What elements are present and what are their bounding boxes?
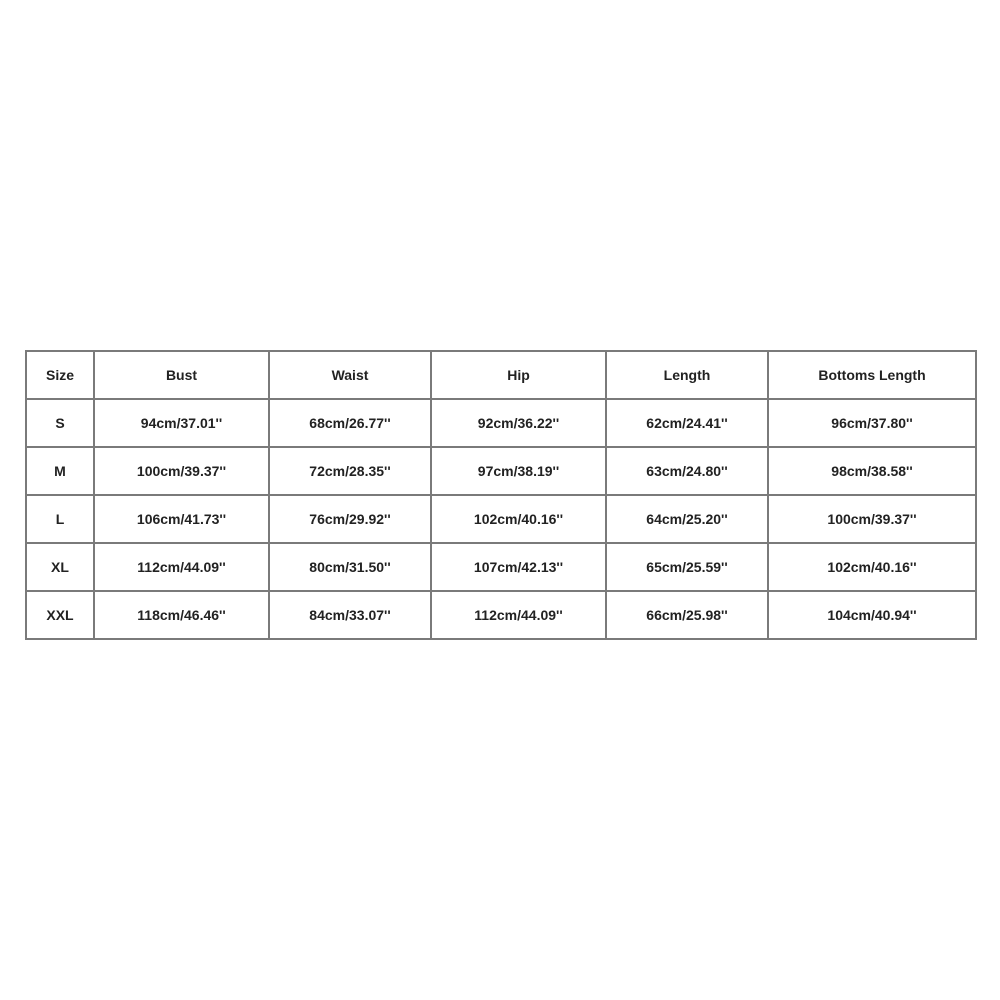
cell-bottoms-length: 96cm/37.80'' xyxy=(768,399,976,447)
cell-size: XXL xyxy=(26,591,94,639)
cell-waist: 68cm/26.77'' xyxy=(269,399,431,447)
table-row xyxy=(26,447,976,495)
cell-bottoms-length: 104cm/40.94'' xyxy=(768,591,976,639)
cell-bottoms-length: 98cm/38.58'' xyxy=(768,447,976,495)
cell-hip: 112cm/44.09'' xyxy=(431,591,606,639)
cell-size: M xyxy=(26,447,94,495)
header-bust: Bust xyxy=(94,351,269,399)
cell-hip: 107cm/42.13'' xyxy=(431,543,606,591)
header-size: Size xyxy=(26,351,94,399)
cell-bust: 106cm/41.73'' xyxy=(94,495,269,543)
header-bottoms-length: Bottoms Length xyxy=(768,351,976,399)
cell-length: 65cm/25.59'' xyxy=(606,543,768,591)
header-length: Length xyxy=(606,351,768,399)
cell-hip: 97cm/38.19'' xyxy=(431,447,606,495)
cell-waist: 72cm/28.35'' xyxy=(269,447,431,495)
cell-bust: 94cm/37.01'' xyxy=(94,399,269,447)
cell-hip: 92cm/36.22'' xyxy=(431,399,606,447)
cell-length: 64cm/25.20'' xyxy=(606,495,768,543)
cell-size: L xyxy=(26,495,94,543)
cell-hip: 102cm/40.16'' xyxy=(431,495,606,543)
table-row xyxy=(26,495,976,543)
header-hip: Hip xyxy=(431,351,606,399)
cell-length: 63cm/24.80'' xyxy=(606,447,768,495)
cell-length: 62cm/24.41'' xyxy=(606,399,768,447)
cell-waist: 76cm/29.92'' xyxy=(269,495,431,543)
cell-waist: 80cm/31.50'' xyxy=(269,543,431,591)
cell-bottoms-length: 100cm/39.37'' xyxy=(768,495,976,543)
table-row xyxy=(26,543,976,591)
cell-bust: 118cm/46.46'' xyxy=(94,591,269,639)
cell-size: S xyxy=(26,399,94,447)
header-waist: Waist xyxy=(269,351,431,399)
cell-size: XL xyxy=(26,543,94,591)
size-chart-table xyxy=(25,350,977,640)
cell-waist: 84cm/33.07'' xyxy=(269,591,431,639)
header-row xyxy=(26,351,976,399)
cell-bust: 112cm/44.09'' xyxy=(94,543,269,591)
table-row xyxy=(26,591,976,639)
cell-length: 66cm/25.98'' xyxy=(606,591,768,639)
cell-bottoms-length: 102cm/40.16'' xyxy=(768,543,976,591)
table-row xyxy=(26,399,976,447)
cell-bust: 100cm/39.37'' xyxy=(94,447,269,495)
